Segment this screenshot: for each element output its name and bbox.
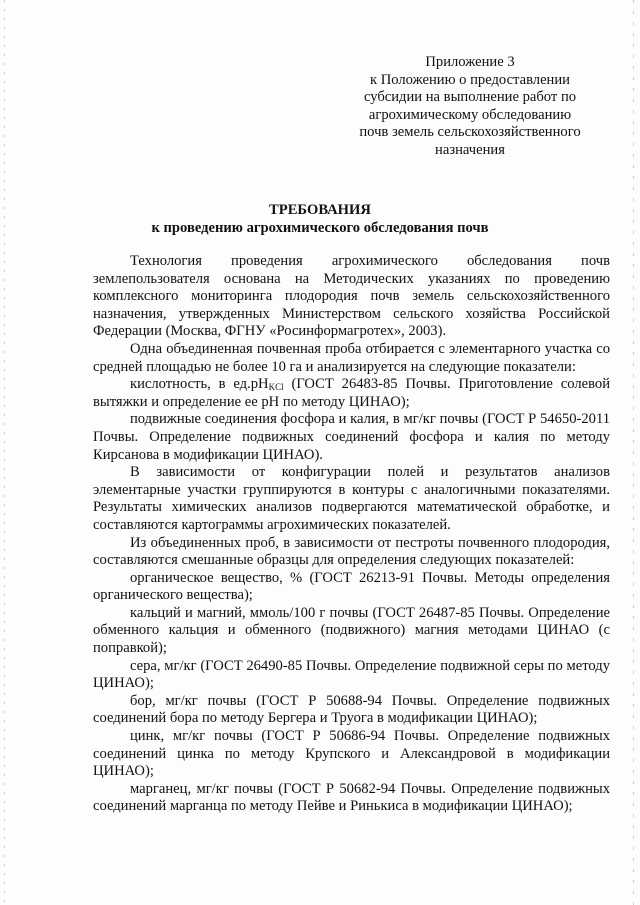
document-body xyxy=(93,253,610,816)
acidity-text-end: (ГОСТ 26483-85 Почвы. Приготовление солевой вытяжки и определение ее pH по методу ЦИНАО); xyxy=(93,376,611,410)
paragraph: цинк, мг/кг почвы (ГОСТ Р 50686-94 Почвы. Определение подвижных соединений цинка по методу Крупского и Александровой в модификации ЦИНАО); xyxy=(93,728,610,780)
paragraph: сера, мг/кг (ГОСТ 26490-85 Почвы. Определение подвижной серы по методу ЦИНАО); xyxy=(93,657,610,692)
title-sub: к проведению агрохимического обследования почв xyxy=(151,219,489,236)
annex-line: агрохимическому обследованию xyxy=(368,106,572,123)
paragraph-acidity xyxy=(93,376,610,411)
annex-header xyxy=(350,54,590,160)
acidity-text-start: кислотность, в ед.pH xyxy=(130,376,269,393)
paragraph: подвижные соединения фосфора и калия, в мг/кг почвы (ГОСТ Р 54650-2011 Почвы. Определение подвижных соединений фосфора и калия по методу Кирсанова в модификации ЦИНАО). xyxy=(93,411,610,463)
paragraph: Одна объединенная почвенная проба отбирается с элементарного участка со средней площадью не более 10 га и анализируется на следующие показатели: xyxy=(93,340,610,375)
annex-line: к Положению о предоставлении xyxy=(370,71,570,88)
annex-line: Приложение 3 xyxy=(425,54,515,70)
annex-line: назначения xyxy=(435,141,505,158)
acidity-subscript: KCl xyxy=(268,382,284,393)
paragraph: Технология проведения агрохимического обследования почв землепользователя основана на Методических указаниях по проведению комплексного мониторинга плодородия почв земель сельскохозяйственного назначения, утвержденных Министерством сельского хозяйства Российской Федерации (Москва, ФГНУ «Росинформагротех», 2003). xyxy=(93,253,610,340)
document-title xyxy=(0,202,640,237)
annex-line: субсидии на выполнение работ по xyxy=(363,89,577,106)
paragraph: В зависимости от конфигурации полей и результатов анализов элементарные участки группируются в контуры с аналогичными показателями. Результаты химических анализов подвергаются математической обработке, и составляются картограммы агрохимических показателей. xyxy=(93,464,610,533)
annex-line: почв земель сельскохозяйственного xyxy=(359,124,581,141)
paragraph: кальций и магний, ммоль/100 г почвы (ГОСТ 26487-85 Почвы. Определение обменного кальция и обменного (подвижного) магния методами ЦИНАО (с поправкой); xyxy=(93,604,610,657)
title-main: ТРЕБОВАНИЯ xyxy=(269,202,371,218)
scan-edge-left xyxy=(4,0,5,905)
scan-edge-right xyxy=(633,0,634,905)
paragraph: марганец, мг/кг почвы (ГОСТ Р 50682-94 Почвы. Определение подвижных соединений марганца по методу Пейве и Ринькиса в модификации ЦИНАО); xyxy=(93,780,610,815)
paragraph: Из объединенных проб, в зависимости от пестроты почвенного плодородия, составляются смешанные образцы для определения следующих показателей: xyxy=(93,534,610,569)
paragraph: органическое вещество, % (ГОСТ 26213-91 Почвы. Методы определения органического вещества); xyxy=(93,569,610,604)
paragraph: бор, мг/кг почвы (ГОСТ Р 50688-94 Почвы. Определение подвижных соединений бора по методу Бергера и Труога в модификации ЦИНАО); xyxy=(93,692,610,727)
